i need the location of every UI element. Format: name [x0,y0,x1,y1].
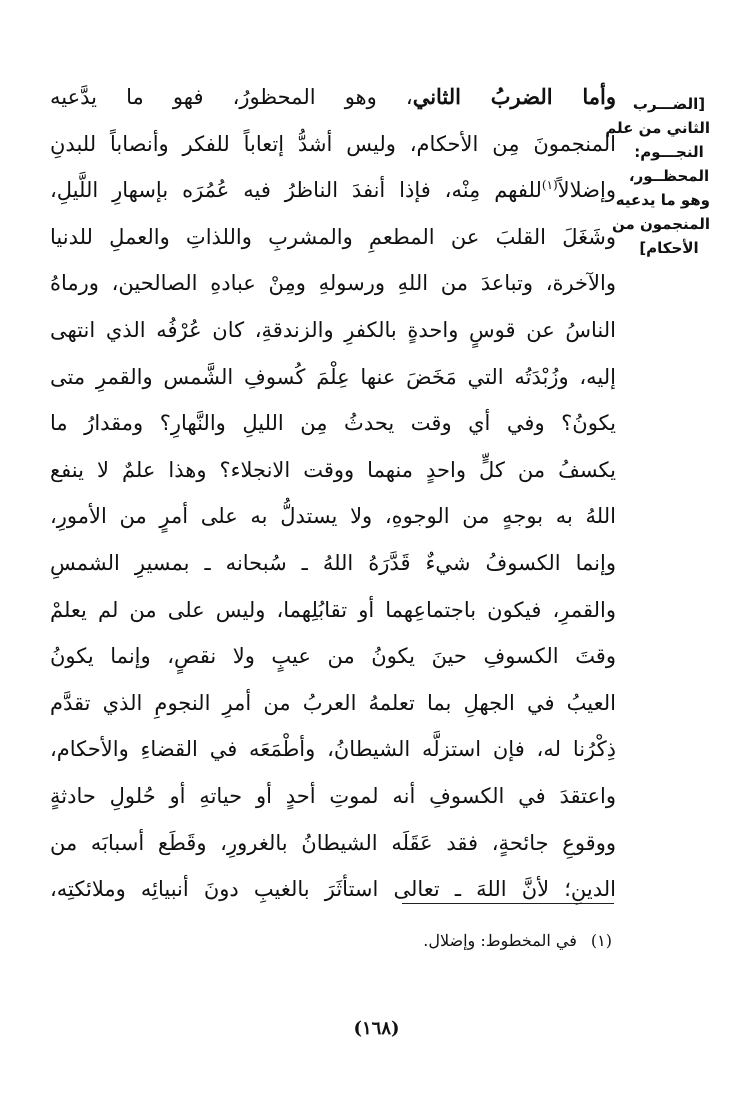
text-fragment: وإضلالاً [557,178,616,203]
text-line: الدينِ؛ لأنَّ اللهَ ـ تعالى استأثَرَ بالغيبِ دونَ أنبيائِه وملائكتِه، [50,877,616,902]
text-line: يكونُ؟ وفي أي وقت يحدثُ مِن الليلِ والنَّهارِ؟ ومقدارُ ما [50,411,616,436]
margin-note-line: المحظــور، [628,167,710,185]
text-line: ووقوعِ جائحةٍ، فقد عَقَلَه الشيطانُ بالغرورِ، وقَطَع أسبابَه من [50,830,616,855]
text-line: الناسُ عن قوسٍ واحدةٍ بالكفرِ والزندقةِ، كان عُرْفُه الذي انتهى [50,317,616,342]
margin-note-line: الثاني من علم [605,119,710,137]
margin-note [605,92,710,260]
margin-note-line: المنجمون من [611,215,710,233]
margin-note-line: [الضـــرب [632,95,706,113]
section-lead-phrase: وأما الضربُ الثاني [412,84,616,109]
footnote-reference[interactable]: (١) [541,178,558,193]
text-line [50,167,616,214]
footnote [200,928,612,954]
margin-note-line: وهو ما يدعيه [615,191,710,209]
text-fragment: للفهم مِنْه، فإذا أنفدَ الناظرُ فيه عُمُرَه بإسهارِ اللَّيلِ، [50,178,542,203]
margin-note-line: الأحكام] [639,239,699,257]
text-line: العيبُ في الجهلِ بما تعلمهُ العربُ من أمرِ النجومِ الذي تقدَّم [50,690,616,715]
text-line: ذِكْرُنا له، فإن استزلَّه الشيطانُ، وأطْمَعَه في القضاءِ والأحكام، [50,737,616,762]
text-line [50,74,616,121]
text-line: والآخرة، وتباعدَ من اللهِ ورسولهِ ومِنْ عبادهِ الصالحين، ورماهُ [50,271,616,296]
text-line: إليه، وزُبْدَتُه التي مَخَضَ عنها عِلْمَ كُسوفِ الشَّمس والقمرِ متى [50,364,616,389]
text-line: وقتَ الكسوفِ حينَ يكونُ من عيبٍ ولا نقصٍ، وإنما يكونُ [50,644,616,669]
main-text-block [50,74,616,913]
text-line: المنجمونَ مِن الأحكام، وليس أشدُّ إتعاباً للفكر وأنصاباً للبدنِ [50,131,616,156]
text-line: وشَغَلَ القلبَ عن المطعمِ والمشربِ واللذاتِ والعملِ للدنيا [50,224,616,249]
margin-note-line: النجـــوم: [634,143,704,161]
footnote-text: في المخطوط: وإضلال. [423,931,577,950]
text-line-rest: ، وهو المحظورُ، فهو ما يدَّعيه [50,85,413,109]
footnote-number: (١) [590,931,612,950]
text-line: يكسفُ من كلٍّ واحدٍ منهما ووقت الانجلاء؟ وهذا علمٌ لا ينفع [50,457,616,482]
text-line: والقمرِ، فيكون باجتماعِهما أو تقابُلِهما، وليس على من لم يعلمْ [50,597,616,622]
page-number: (١٦٨) [353,1018,400,1039]
footnote-divider [402,903,614,904]
text-line: وإنما الكسوفُ شيءٌ قَدَّرَهُ اللهُ ـ سُبحانه ـ بمسيرِ الشمسِ [50,550,616,575]
text-line: اللهُ به بوجهٍ من الوجوهِ، ولا يستدلُّ به على أمرٍ من الأمورِ، [50,504,616,529]
text-line: واعتقدَ في الكسوفِ أنه لموتِ أحدٍ أو حياتهِ أو حُلولِ حادثةٍ [50,783,616,808]
